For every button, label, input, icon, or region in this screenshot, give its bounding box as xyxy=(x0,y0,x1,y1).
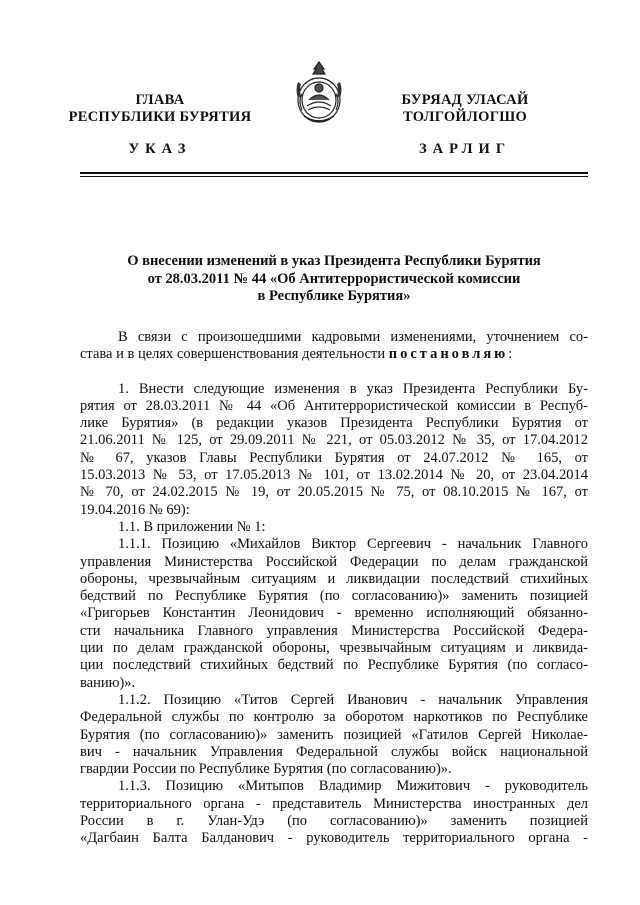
paragraph-line: № 67, указов Главы Республики Бурятия от 24.07.2012 № 165, от xyxy=(80,449,588,466)
paragraph-line: управления Министерства Российской Федерации по делам гражданской xyxy=(80,553,588,570)
paragraph-line: 19.04.2016 № 69): xyxy=(80,501,190,518)
paragraph-line: ции последствий стихийных бедствий по Республике Бурятия (по согласо- xyxy=(80,657,588,674)
paragraph-line: № 70, от 24.02.2015 № 19, от 20.05.2015 № 75, от 08.10.2015 № 167, от xyxy=(80,484,588,501)
paragraph-line: 1. Внести следующие изменения в указ Президента Республики Бу- xyxy=(118,380,588,397)
authority-title: ГЛАВА xyxy=(135,92,185,108)
paragraph-line: 1.1.3. Позицию «Митыпов Владимир Мижитович - руководитель xyxy=(118,778,588,795)
authority-region: РЕСПУБЛИКИ БУРЯТИЯ xyxy=(68,109,252,125)
paragraph-line: вич - начальник Управления Федеральной службы войск национальной xyxy=(80,743,588,760)
intro-line: В связи с произошедшими кадровыми изменениями, уточнением со- xyxy=(118,329,588,345)
paragraph-line: гвардии России по Республике Бурятия (по согласованию)». xyxy=(80,761,452,778)
coat-of-arms-icon xyxy=(292,60,346,126)
paragraph-line: рятия от 28.03.2011 № 44 «Об Антитеррористической комиссии в Респуб- xyxy=(80,397,588,414)
decree-label-left: УКАЗ xyxy=(128,141,192,157)
header-left xyxy=(50,92,270,126)
paragraph-line: Бурятия (по согласованию)» заменить позицией «Гатилов Сергей Николае- xyxy=(80,726,588,743)
header-right xyxy=(355,92,575,126)
intro-line xyxy=(80,346,588,363)
decree-verb: постановляю xyxy=(388,346,509,363)
title-line: от 28.03.2011 № 44 «Об Антитеррористической комиссии xyxy=(147,270,521,287)
paragraph-line: «Григорьев Константин Леонидович - временно исполняющий обязанно- xyxy=(80,605,588,622)
paragraph-line: 1.1.2. Позицию «Титов Сергей Иванович - начальник Управления xyxy=(118,691,588,708)
paragraph-line: 1.1.1. Позицию «Михайлов Виктор Сергеевич - начальник Главного xyxy=(118,536,588,553)
paragraph-line: Федеральной службы по контролю за оборотом наркотиков по Республике xyxy=(80,709,588,726)
paragraph-line: ции по делам гражданской обороны, чрезвычайным ситуациям и ликвида- xyxy=(80,640,588,657)
intro-colon: : xyxy=(508,346,513,363)
document-body xyxy=(80,329,588,848)
authority-title-buryat: БУРЯАД УЛАСАЙ xyxy=(401,92,529,108)
paragraph-line: 1.1. В приложении № 1: xyxy=(118,518,266,535)
paragraph-line: «Дагбаин Балта Балданович - руководитель территориального органа - xyxy=(80,830,588,847)
intro-text: става и в целях совершенствования деятельности xyxy=(80,346,389,363)
paragraph-line: лике Бурятия» (в редакции указов Президента Республики Бурятия от xyxy=(80,415,588,432)
header-divider-thin xyxy=(80,176,588,177)
document-title xyxy=(80,253,588,306)
authority-head-buryat: ТОЛГОЙЛОГШО xyxy=(402,109,528,125)
paragraph-line: сти начальника Главного управления Министерства Российской Федера- xyxy=(80,622,588,639)
paragraph-gap xyxy=(80,364,588,381)
header-divider-thick xyxy=(80,172,588,174)
paragraph-line: бедствий по Республике Бурятия (по согласованию)» заменить позицией xyxy=(80,588,588,605)
decree-label-right: ЗАРЛИГ xyxy=(418,141,512,157)
title-line: О внесении изменений в указ Президента Республики Бурятия xyxy=(127,253,541,269)
paragraph-line: 21.06.2011 № 125, от 29.09.2011 № 221, от 05.03.2012 № 35, от 17.04.2012 xyxy=(80,432,588,449)
paragraph-line: обороны, чрезвычайным ситуациям и ликвидации последствий стихийных xyxy=(80,570,588,587)
paragraph-line: территориального органа - представитель Министерства иностранных дел xyxy=(80,795,588,812)
paragraph-line: ванию)». xyxy=(80,674,136,691)
title-line: в Республике Бурятия» xyxy=(257,288,411,304)
paragraph-line: 15.03.2013 № 53, от 17.05.2013 № 101, от 13.02.2014 № 20, от 23.04.2014 xyxy=(80,467,588,484)
paragraph-line: России в г. Улан-Удэ (по согласованию)» заменить позицией xyxy=(80,813,588,830)
